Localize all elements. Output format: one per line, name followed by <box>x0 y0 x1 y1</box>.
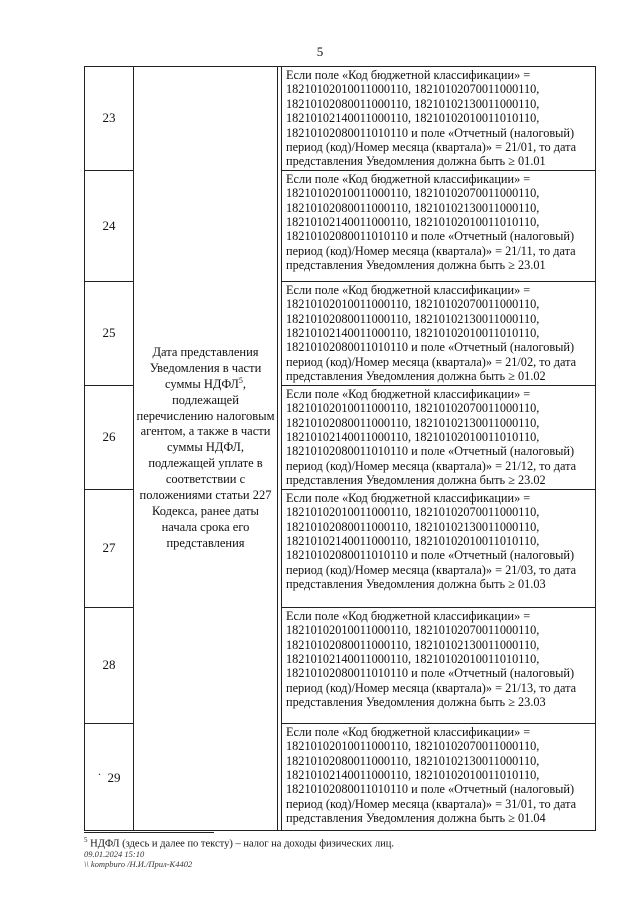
row-number: 24 <box>85 170 134 281</box>
rule-text: Если поле «Код бюджетной классификации» = 18210102010011000110, 18210102070011000110, 18210102080011000110, 18210102130011000110, 18210102140011000110, 18210102010011010110, 18210102080011010110 и поле «Отчетный (налоговый) период (код)/Номер месяца (квартала)» = 21/03, то дата представления Уведомления должна быть ≥ 01.03 <box>286 490 577 592</box>
rule-condition <box>282 170 596 281</box>
rule-text: Если поле «Код бюджетной классификации» = 18210102010011000110, 18210102070011000110, 18210102080011000110, 18210102130011000110, 18210102140011000110, 18210102010011010110, 18210102080011010110 и поле «Отчетный (налоговый) период (код)/Номер месяца (квартала)» = 21/02, то дата представления Уведомления должна быть ≥ 01.02 <box>286 282 577 384</box>
row-number: 23 <box>85 67 134 171</box>
row-number: 29 <box>107 770 121 786</box>
footnote-number: 5 <box>84 836 88 844</box>
description-tail: , подлежащей перечислению налоговым агентом, а также в части суммы НДФЛ, подлежащей уплате в соответствии с положениями статьи 227 Кодекса, ранее даты начала срока его представления <box>136 376 275 550</box>
row-number: 27 <box>85 489 134 607</box>
footnote <box>84 836 394 850</box>
rule-condition <box>282 489 596 607</box>
page-number: 5 <box>316 44 324 59</box>
footnote-divider <box>84 832 214 833</box>
document-path: \\ kompburo /Н.И./Прил-К4402 <box>84 859 193 869</box>
rule-condition <box>282 607 596 723</box>
rule-condition <box>282 281 596 385</box>
footnote-text: НДФЛ (здесь и далее по тексту) – налог на доходы физических лиц. <box>87 838 394 850</box>
rule-description <box>134 67 278 831</box>
scan-mark: · <box>97 767 102 782</box>
row-number: 25 <box>85 281 134 385</box>
rule-text: Если поле «Код бюджетной классификации» = 18210102010011000110, 18210102070011000110, 18210102080011000110, 18210102130011000110, 18210102140011000110, 18210102010011010110, 18210102080011010110 и поле «Отчетный (налоговый) период (код)/Номер месяца (квартала)» = 21/01, то дата представления Уведомления должна быть ≥ 01.01 <box>286 68 577 169</box>
table-row <box>85 67 596 171</box>
footnote-marker: 5 <box>238 375 243 385</box>
rule-text: Если поле «Код бюджетной классификации» = 18210102010011000110, 18210102070011000110, 18210102080011000110, 18210102130011000110, 18210102140011000110, 18210102010011010110, 18210102080011010110 и поле «Отчетный (налоговый) период (код)/Номер месяца (квартала)» = 21/12, то дата представления Уведомления должна быть ≥ 23.02 <box>286 386 577 488</box>
rule-text: Если поле «Код бюджетной классификации» = 18210102010011000110, 18210102070011000110, 18210102080011000110, 18210102130011000110, 18210102140011000110, 18210102010011010110, 18210102080011010110 и поле «Отчетный (налоговый) период (код)/Номер месяца (квартала)» = 21/13, то дата представления Уведомления должна быть ≥ 23.03 <box>286 608 577 710</box>
description-text: Дата представления Уведомления в части суммы НДФЛ <box>149 344 262 391</box>
rule-condition <box>282 723 596 830</box>
rule-text: Если поле «Код бюджетной классификации» = 18210102010011000110, 18210102070011000110, 18210102080011000110, 18210102130011000110, 18210102140011000110, 18210102010011010110, 18210102080011010110 и поле «Отчетный (налоговый) период (код)/Номер месяца (квартала)» = 21/11, то дата представления Уведомления должна быть ≥ 23.01 <box>286 171 576 273</box>
rule-text: Если поле «Код бюджетной классификации» = 18210102010011000110, 18210102070011000110, 18210102080011000110, 18210102130011000110, 18210102140011000110, 18210102010011010110, 18210102080011010110 и поле «Отчетный (налоговый) период (код)/Номер месяца (квартала)» = 31/01, то дата представления Уведомления должна быть ≥ 01.04 <box>286 724 577 826</box>
print-timestamp: 09.01.2024 15:10 <box>84 849 145 859</box>
row-number: 28 <box>85 607 134 723</box>
row-number: 26 <box>85 385 134 489</box>
rule-condition <box>282 385 596 489</box>
validation-rules-table <box>84 66 596 831</box>
rule-condition <box>282 67 596 171</box>
row-number-cell <box>85 723 134 830</box>
